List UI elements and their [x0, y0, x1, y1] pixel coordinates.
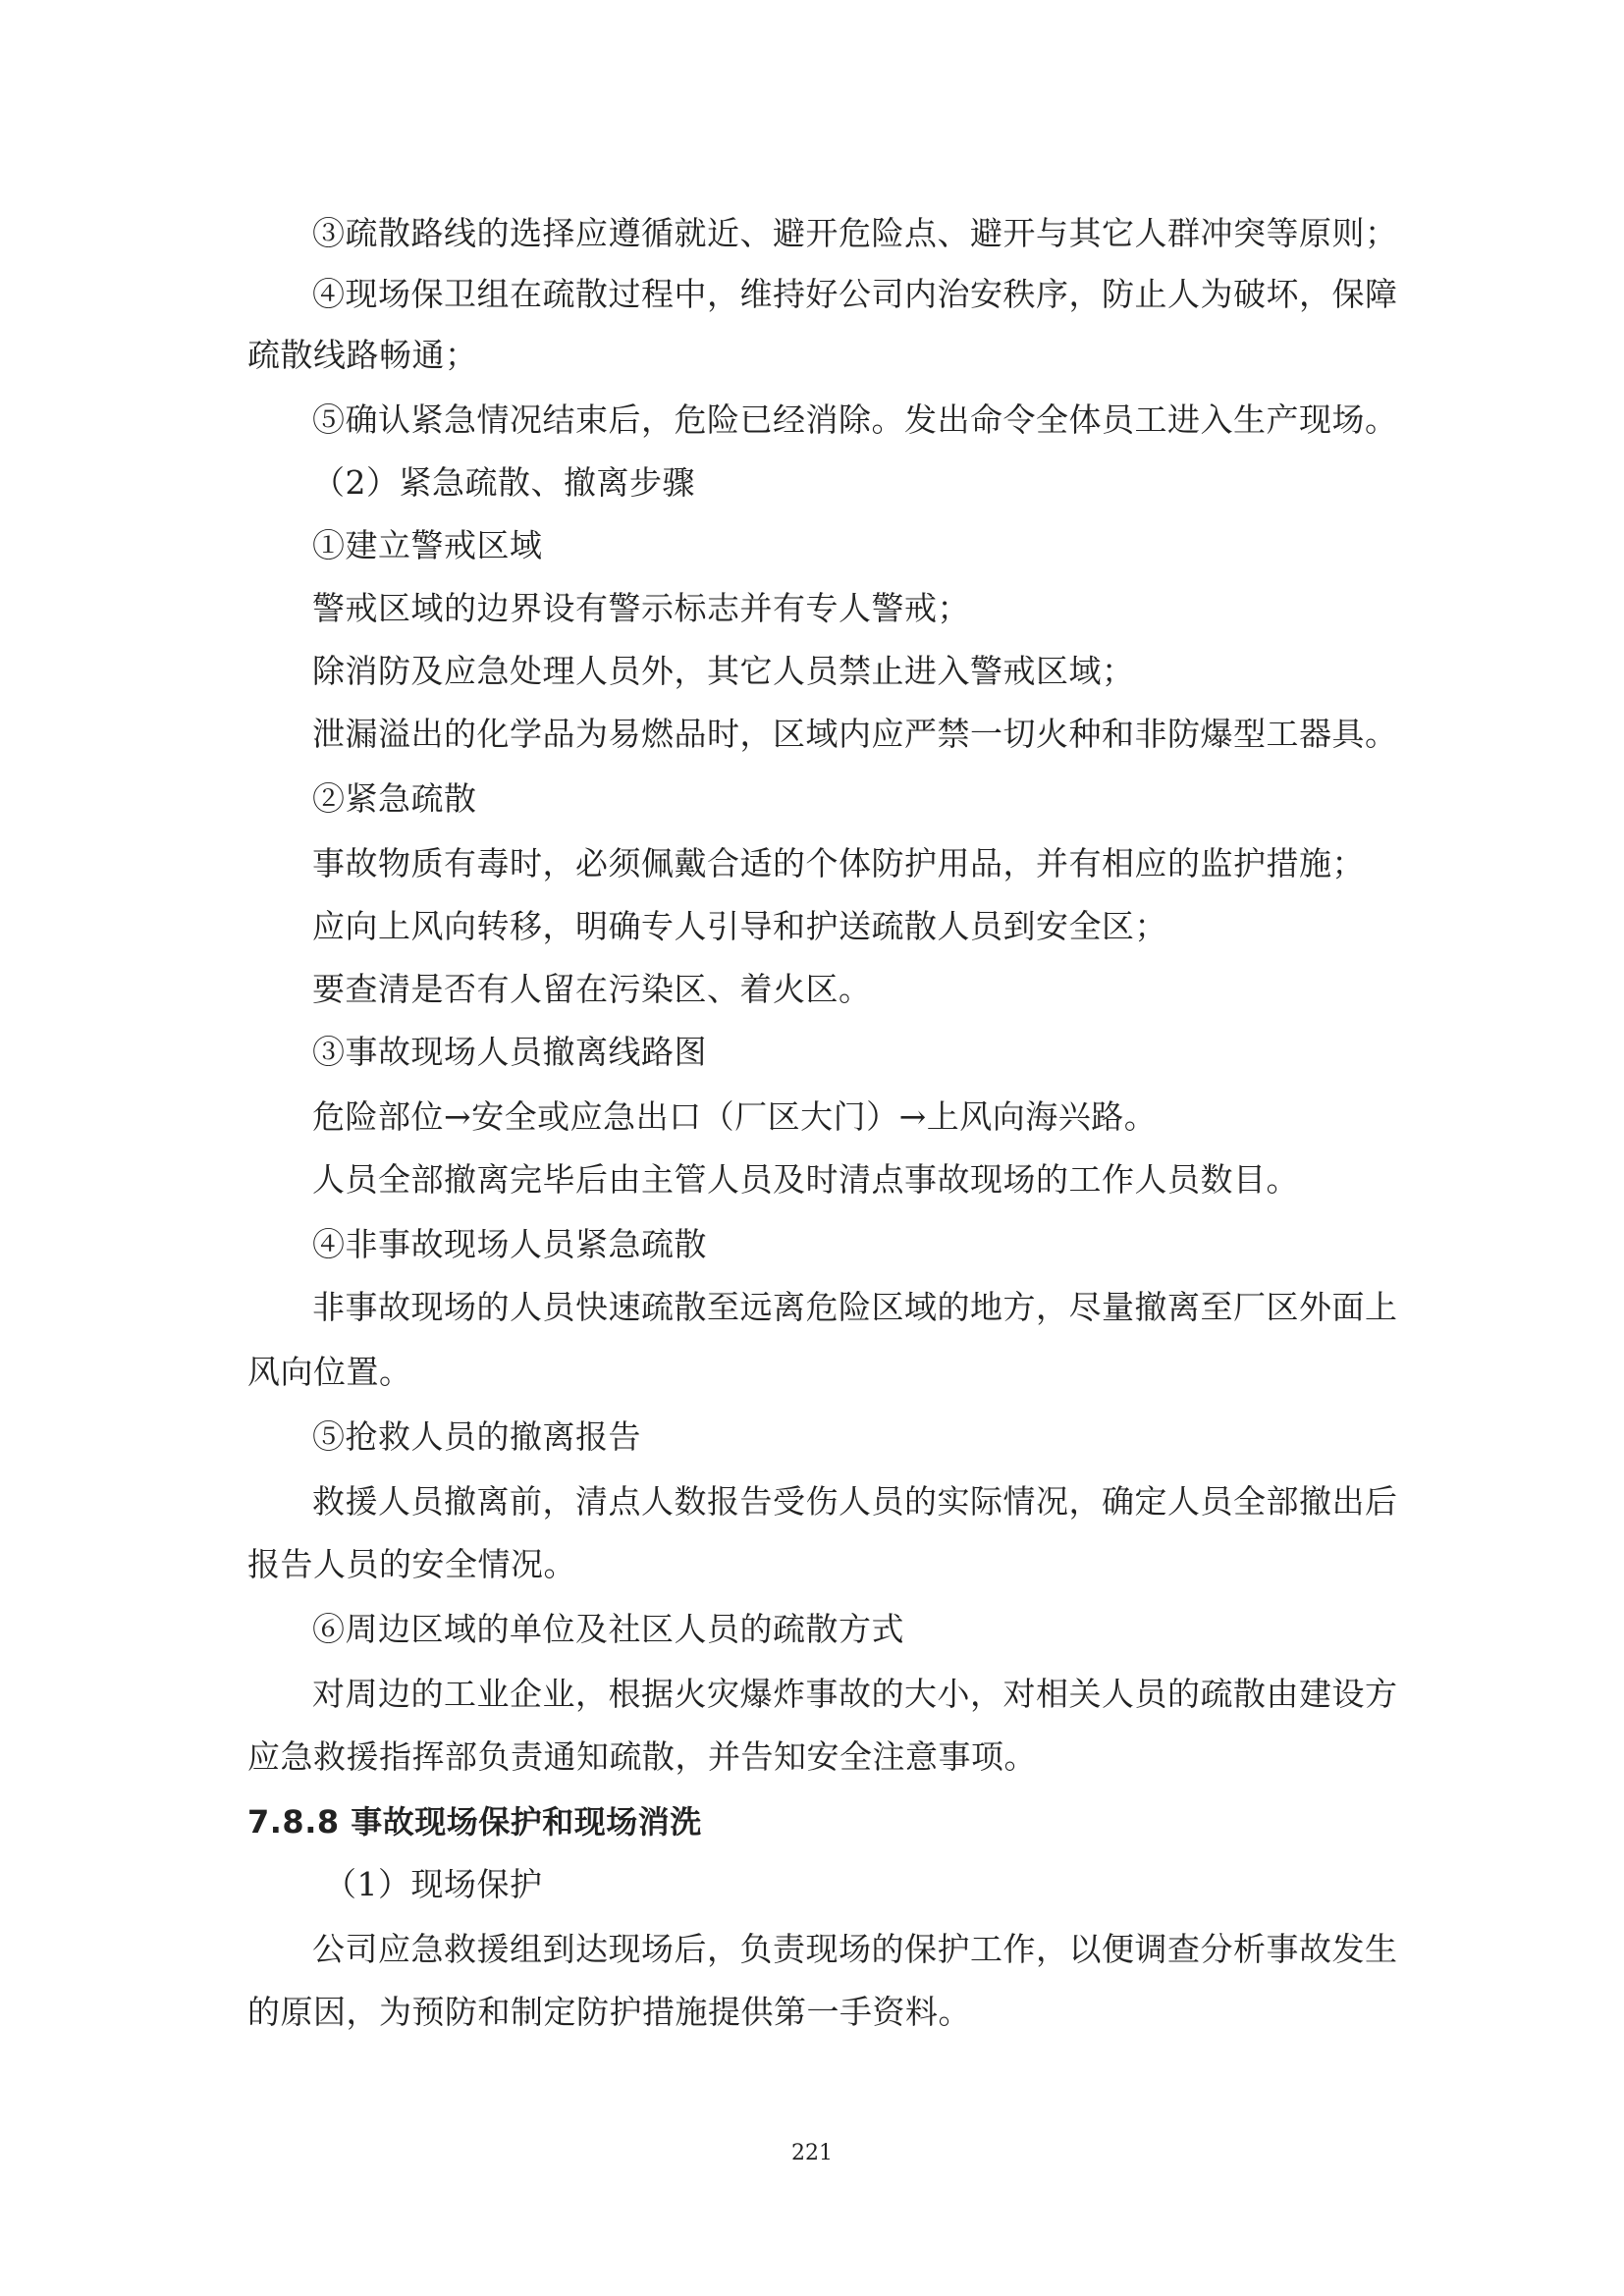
paragraph-security-team-line-1: ④现场保卫组在疏散过程中，维持好公司内治安秩序，防止人为破坏，保障 — [312, 275, 1398, 313]
page-number: 221 — [791, 2141, 833, 2165]
paragraph-surrounding-line-1: 对周边的工业企业，根据火灾爆炸事故的大小，对相关人员的疏散由建设方 — [312, 1675, 1398, 1713]
paragraph-surrounding-line-2: 应急救援指挥部负责通知疏散，并告知安全注意事项。 — [247, 1737, 1037, 1776]
text-warning-zone-restriction: 除消防及应急处理人员外，其它人员禁止进入警戒区域； — [312, 652, 1135, 690]
paragraph-site-protection-line-1: 公司应急救援组到达现场后，负责现场的保护工作，以便调查分析事故发生 — [312, 1930, 1398, 1968]
section-evacuation-steps-heading: （2）紧急疏散、撤离步骤 — [312, 463, 695, 502]
text-headcount: 人员全部撤离完毕后由主管人员及时清点事故现场的工作人员数目。 — [312, 1160, 1299, 1199]
paragraph-rescuer-line-1: 救援人员撤离前，清点人数报告受伤人员的实际情况，确定人员全部撤出后 — [312, 1482, 1398, 1521]
text-protective-equipment: 事故物质有毒时，必须佩戴合适的个体防护用品，并有相应的监护措施； — [312, 844, 1365, 882]
text-upwind-transfer: 应向上风向转移，明确专人引导和护送疏散人员到安全区； — [312, 907, 1167, 945]
item-surrounding-area-evacuation: ⑥周边区域的单位及社区人员的疏散方式 — [312, 1610, 904, 1648]
text-flammable-chemical-rule: 泄漏溢出的化学品为易燃品时，区域内应严禁一切火种和非防爆型工器具。 — [312, 715, 1398, 753]
subsection-site-protection: （1）现场保护 — [324, 1865, 543, 1903]
text-check-personnel: 要查清是否有人留在污染区、着火区。 — [312, 970, 872, 1008]
paragraph-non-accident-line-1: 非事故现场的人员快速疏散至远离危险区域的地方，尽量撤离至厂区外面上 — [312, 1288, 1398, 1326]
section-heading-7-8-8: 7.8.8 事故现场保护和现场消洗 — [247, 1803, 702, 1841]
item-rescuer-withdrawal-report: ⑤抢救人员的撤离报告 — [312, 1417, 641, 1456]
text-warning-zone-boundary: 警戒区域的边界设有警示标志并有专人警戒； — [312, 589, 970, 627]
item-evacuation-route-map: ③事故现场人员撤离线路图 — [312, 1033, 707, 1071]
item-set-warning-zone: ①建立警戒区域 — [312, 526, 543, 564]
item-emergency-evacuation: ②紧急疏散 — [312, 779, 477, 818]
paragraph-security-team-line-2: 疏散线路畅通； — [247, 336, 478, 374]
paragraph-rescuer-line-2: 报告人员的安全情况。 — [247, 1545, 576, 1583]
paragraph-confirm-emergency-over: ⑤确认紧急情况结束后，危险已经消除。发出命令全体员工进入生产现场。 — [312, 400, 1398, 439]
paragraph-site-protection-line-2: 的原因，为预防和制定防护措施提供第一手资料。 — [247, 1993, 971, 2031]
item-non-accident-evacuation: ④非事故现场人员紧急疏散 — [312, 1225, 707, 1263]
text-evacuation-route: 危险部位→安全或应急出口（厂区大门）→上风向海兴路。 — [312, 1097, 1158, 1136]
paragraph-evacuation-route-principles: ③疏散路线的选择应遵循就近、避开危险点、避开与其它人群冲突等原则； — [312, 214, 1398, 252]
paragraph-non-accident-line-2: 风向位置。 — [247, 1353, 412, 1391]
